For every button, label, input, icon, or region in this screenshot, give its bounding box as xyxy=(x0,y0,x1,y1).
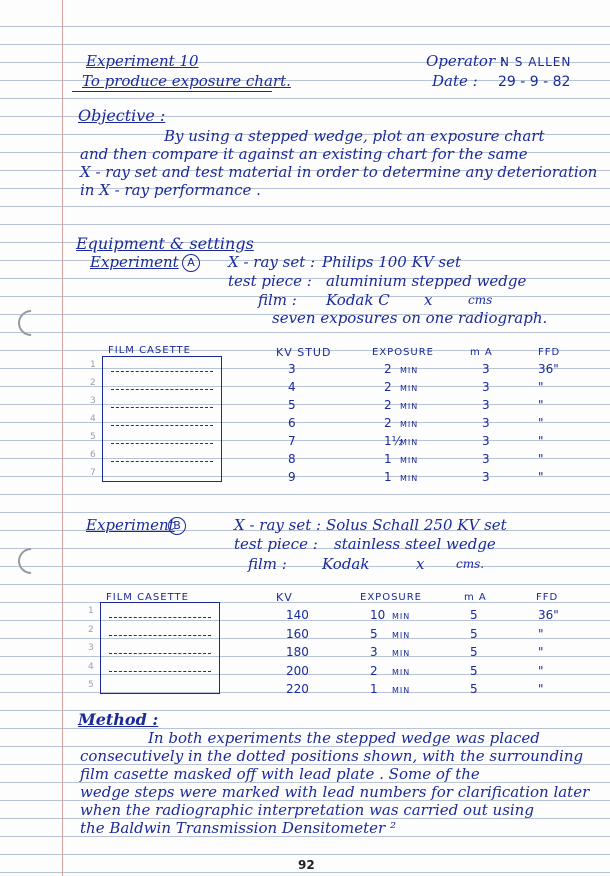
tableB-row-number: 2 xyxy=(88,624,94,635)
tableA-ma-value: 3 xyxy=(482,452,490,466)
expB-label: Experiment xyxy=(86,516,175,534)
tableA-header-ffd: FFD xyxy=(538,347,561,358)
tableB-exposure-value: 3 xyxy=(370,645,378,659)
tableA-row-number: 1 xyxy=(90,360,96,370)
method-line-5: when the radiographic interpretation was carried out using xyxy=(80,801,534,819)
objective-line-1: By using a stepped wedge, plot an exposure chart xyxy=(164,127,545,145)
tableA-ffd-value: " xyxy=(538,452,544,466)
tableA-kv-value: 6 xyxy=(288,416,296,430)
tableA-exposure-unit: MIN xyxy=(400,456,419,465)
experiment-title: Experiment 10 xyxy=(86,52,199,70)
experiment-subtitle: To produce exposure chart. xyxy=(82,72,291,90)
tableA-header-kv: KV STUD xyxy=(276,346,332,359)
tableA-ma-value: 3 xyxy=(482,398,490,412)
tableB-kv-value: 200 xyxy=(286,663,309,678)
tableA-row-number: 4 xyxy=(90,414,96,424)
page-number: 92 xyxy=(298,858,315,872)
tableB-ma-value: 5 xyxy=(470,663,478,678)
tableA-exposure-value: 1 xyxy=(384,452,392,466)
tableB-exposure-value: 5 xyxy=(370,626,378,641)
method-line-1: In both experiments the stepped wedge was placed xyxy=(148,729,540,747)
tableA-exposure-unit: MIN xyxy=(400,384,419,393)
expA-film-x: x xyxy=(424,291,433,309)
method-line-2: consecutively in the dotted positions shown, with the surrounding xyxy=(80,747,584,765)
tableB-film-casette xyxy=(100,602,220,694)
expB-test-value: stainless steel wedge xyxy=(334,535,496,553)
method-heading: Method : xyxy=(78,710,159,729)
tableB-kv-value: 180 xyxy=(286,645,309,659)
tableA-row-number: 6 xyxy=(90,450,96,460)
tableA-row-number: 7 xyxy=(90,468,96,478)
expA-test-value: aluminium stepped wedge xyxy=(326,272,527,290)
tableB-ffd-value: " xyxy=(538,645,544,659)
expA-test-label: test piece : xyxy=(228,272,312,290)
tableB-row-number: 4 xyxy=(88,661,94,672)
expA-film-value: Kodak C xyxy=(326,291,390,309)
tableA-ma-value: 3 xyxy=(482,470,490,484)
expB-film-cms: cms. xyxy=(456,557,485,571)
objective-line-4: in X - ray performance . xyxy=(80,181,261,199)
tableB-exposure-unit: MIN xyxy=(392,667,411,677)
tableB-kv-value: 140 xyxy=(286,608,309,622)
tableA-exposure-unit: MIN xyxy=(400,438,419,447)
tableB-ma-value: 5 xyxy=(470,608,478,622)
expB-film-label: film : xyxy=(248,555,287,573)
tableB-exposure-unit: MIN xyxy=(392,630,411,640)
tableB-header-ma: m A xyxy=(464,592,487,603)
tableB-exposure-value: 2 xyxy=(370,663,378,678)
tableB-ffd-value: " xyxy=(538,682,544,696)
wedge-position xyxy=(109,635,211,636)
tableA-exposure-value: 1½ xyxy=(384,434,404,448)
tableA-ffd-value: " xyxy=(538,416,544,430)
tableB-header-exposure: EXPOSURE xyxy=(360,592,423,603)
tableB-row-number: 5 xyxy=(88,680,94,690)
tableA-exposure-value: 2 xyxy=(384,362,392,376)
tableA-kv-value: 4 xyxy=(288,380,296,394)
wedge-position xyxy=(109,617,211,618)
tableA-kv-value: 7 xyxy=(288,434,296,448)
wedge-position xyxy=(111,371,213,372)
tableA-film-casette xyxy=(102,356,222,482)
tableB-ma-value: 5 xyxy=(470,682,478,696)
expA-xray-label: X - ray set : xyxy=(228,253,316,271)
tableA-exposure-unit: MIN xyxy=(400,420,419,429)
tableB-ffd-value: " xyxy=(538,626,544,641)
tableB-ma-value: 5 xyxy=(470,645,478,659)
date-value: 29 - 9 - 82 xyxy=(498,74,571,90)
expB-film-value: Kodak xyxy=(322,555,370,573)
tableA-kv-value: 8 xyxy=(288,452,296,466)
tableB-exposure-unit: MIN xyxy=(392,649,411,658)
tableB-exposure-value: 1 xyxy=(370,682,378,696)
operator-label: Operator : xyxy=(426,52,505,70)
expB-film-x: x xyxy=(416,555,425,573)
expA-xray-value: Philips 100 KV set xyxy=(322,253,462,271)
wedge-position xyxy=(111,407,213,408)
tableA-ffd-value: 36" xyxy=(538,362,559,376)
method-line-4: wedge steps were marked with lead numbers for clarification later xyxy=(80,783,590,801)
tableA-exposure-unit: MIN xyxy=(400,402,419,411)
tableA-kv-value: 3 xyxy=(288,362,296,376)
tableA-kv-value: 5 xyxy=(288,398,296,412)
wedge-position xyxy=(109,653,211,654)
tableB-exposure-value: 10 xyxy=(370,608,386,622)
tableB-exposure-unit: MIN xyxy=(392,686,411,695)
expA-marker: A xyxy=(182,252,200,272)
tableA-ma-value: 3 xyxy=(482,416,490,430)
objective-line-2: and then compare it against an existing chart for the same xyxy=(80,145,528,163)
wedge-position xyxy=(109,671,211,672)
wedge-position xyxy=(111,461,213,462)
tableB-header-kv: KV xyxy=(276,591,293,604)
tableB-ma-value: 5 xyxy=(470,626,478,641)
equipment-heading: Equipment & settings xyxy=(76,234,254,253)
tableA-row-number: 3 xyxy=(90,396,96,406)
tableA-header-ma: m A xyxy=(470,347,493,358)
tableA-ffd-value: " xyxy=(538,470,544,484)
objective-heading: Objective : xyxy=(78,106,166,125)
objective-line-3: X - ray set and test material in order to determine any deterioration xyxy=(80,163,598,181)
tableA-exposure-value: 2 xyxy=(384,416,392,430)
tableA-exposure-value: 2 xyxy=(384,398,392,412)
wedge-position xyxy=(111,443,213,444)
expB-test-label: test piece : xyxy=(234,535,318,553)
tableB-row-number: 3 xyxy=(88,643,94,653)
tableB-kv-value: 160 xyxy=(286,626,309,641)
tableA-ma-value: 3 xyxy=(482,362,490,376)
wedge-position xyxy=(111,425,213,426)
tableA-exposure-unit: MIN xyxy=(400,366,419,375)
method-line-3: film casette masked off with lead plate . Some of the xyxy=(80,765,480,783)
tableB-film-header: FILM CASETTE xyxy=(106,592,189,603)
tableA-ffd-value: " xyxy=(538,434,544,448)
tableA-exposure-value: 2 xyxy=(384,380,392,394)
tableB-kv-value: 220 xyxy=(286,682,309,696)
expB-xray-value: Solus Schall 250 KV set xyxy=(326,516,507,534)
tableA-header-exposure: EXPOSURE xyxy=(372,347,435,358)
punch-hole-bottom xyxy=(13,543,50,580)
tableA-row-number: 2 xyxy=(90,378,96,388)
date-label: Date : xyxy=(432,72,478,90)
tableA-ma-value: 3 xyxy=(482,380,490,394)
tableB-ffd-value: " xyxy=(538,663,544,678)
tableA-exposure-unit: MIN xyxy=(400,474,419,483)
operator-value: N S ALLEN xyxy=(500,55,572,69)
tableB-row-number: 1 xyxy=(88,606,94,616)
tableA-exposure-value: 1 xyxy=(384,470,392,484)
expB-marker: B xyxy=(168,515,186,535)
header-underline xyxy=(72,91,272,92)
expB-xray-label: X - ray set : xyxy=(234,516,322,534)
tableB-ffd-value: 36" xyxy=(538,608,559,622)
tableA-ffd-value: " xyxy=(538,398,544,412)
tableA-kv-value: 9 xyxy=(288,470,296,484)
expA-note: seven exposures on one radiograph. xyxy=(272,309,548,327)
tableA-ffd-value: " xyxy=(538,380,544,394)
margin-line xyxy=(62,0,63,876)
punch-hole-top xyxy=(13,305,50,342)
expA-film-label: film : xyxy=(258,291,297,309)
tableA-film-header: FILM CASETTE xyxy=(108,345,191,356)
tableB-header-ffd: FFD xyxy=(536,592,559,603)
method-line-6: the Baldwin Transmission Densitometer ² xyxy=(80,819,396,837)
expA-film-cms: cms xyxy=(468,293,493,307)
tableA-row-number: 5 xyxy=(90,432,96,442)
tableA-ma-value: 3 xyxy=(482,434,490,448)
expA-label: Experiment xyxy=(90,253,179,271)
tableB-exposure-unit: MIN xyxy=(392,612,411,621)
wedge-position xyxy=(111,389,213,390)
